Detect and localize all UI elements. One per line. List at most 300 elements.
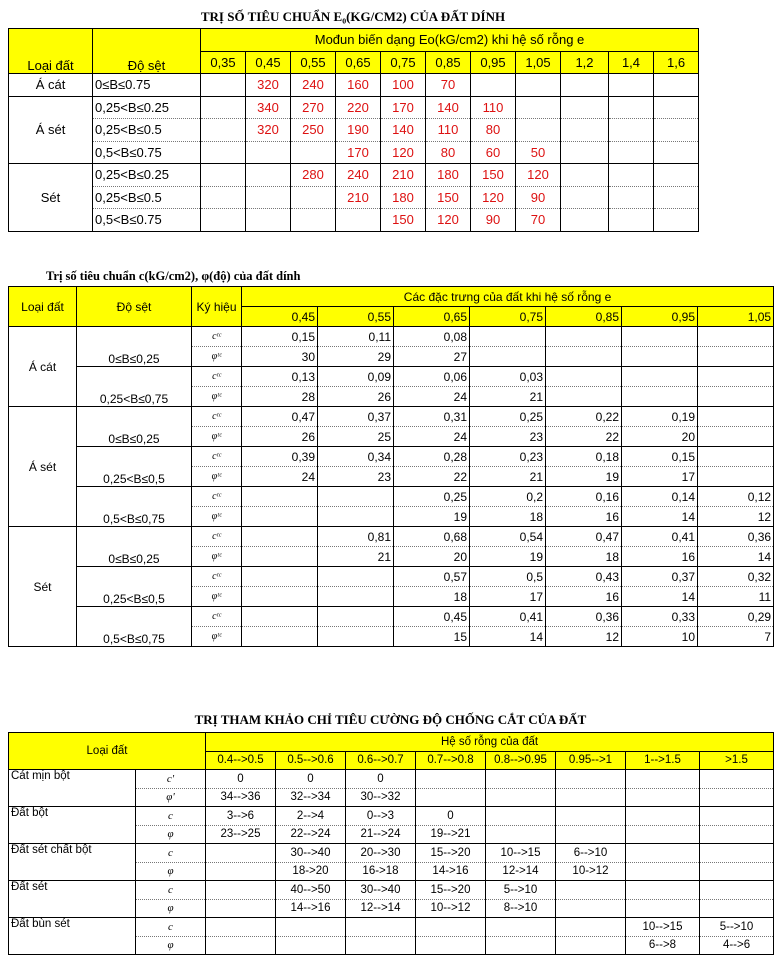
modulus-value — [609, 96, 654, 119]
consistency-range: 0,5<B≤0.75 — [93, 141, 201, 164]
cohesion-value: 0,47 — [546, 527, 622, 547]
consistency-range: 0,5<B≤0.75 — [93, 209, 201, 232]
friction-angle-value — [698, 347, 774, 367]
friction-angle-value: 12 — [546, 627, 622, 647]
friction-angle-symbol: φᵗᶜ — [192, 627, 242, 647]
friction-angle-value: 22 — [394, 467, 470, 487]
table3 — [8, 732, 774, 955]
strength-value — [206, 862, 276, 881]
friction-angle-value: 7 — [698, 627, 774, 647]
strength-value — [556, 899, 626, 918]
table-row — [9, 164, 699, 187]
friction-angle-value: 21 — [318, 547, 394, 567]
modulus-value — [246, 164, 291, 187]
cohesion-value — [698, 447, 774, 467]
cohesion-symbol: cᵗᶜ — [192, 527, 242, 547]
friction-angle-value: 19 — [546, 467, 622, 487]
friction-angle-value: 28 — [242, 387, 318, 407]
modulus-value — [246, 141, 291, 164]
strength-value — [556, 770, 626, 789]
consistency-range: 0,5<B≤0,75 — [77, 607, 192, 647]
cohesion-value — [698, 407, 774, 427]
friction-angle-value: 19 — [470, 547, 546, 567]
cohesion-value: 0,81 — [318, 527, 394, 547]
table-row — [9, 327, 774, 347]
modulus-value — [609, 74, 654, 97]
modulus-value: 220 — [336, 96, 381, 119]
strength-value — [346, 918, 416, 937]
modulus-value: 320 — [246, 74, 291, 97]
strength-value: 23-->25 — [206, 825, 276, 844]
friction-angle-value — [318, 627, 394, 647]
table1-block — [8, 6, 698, 232]
cohesion-value: 0,32 — [698, 567, 774, 587]
modulus-value: 80 — [471, 119, 516, 142]
friction-angle-value — [242, 627, 318, 647]
cohesion-symbol: cᵗᶜ — [192, 607, 242, 627]
friction-angle-value: 18 — [394, 587, 470, 607]
modulus-value — [201, 164, 246, 187]
cohesion-value: 0,15 — [242, 327, 318, 347]
strength-value: 12->14 — [486, 862, 556, 881]
strength-value — [416, 918, 486, 937]
col-loai-dat-header: Loại đất — [9, 287, 77, 327]
friction-angle-value — [546, 347, 622, 367]
strength-value: 10-->15 — [486, 844, 556, 863]
soil-type-label: Sét — [9, 527, 77, 647]
consistency-range: 0≤B≤0,25 — [77, 327, 192, 367]
soil-type-label: Đất bột — [9, 807, 136, 844]
modulus-value: 150 — [381, 209, 426, 232]
strength-value — [700, 881, 774, 900]
e-value-header: 1,2 — [561, 51, 609, 74]
consistency-range: 0,25<B≤0,75 — [77, 367, 192, 407]
modulus-value — [516, 96, 561, 119]
strength-value: 18->20 — [276, 862, 346, 881]
modulus-value: 280 — [291, 164, 336, 187]
modulus-value: 120 — [516, 164, 561, 187]
strength-value: 4-->6 — [700, 936, 774, 955]
friction-angle-value — [318, 507, 394, 527]
cohesion-value — [242, 567, 318, 587]
table-row — [9, 807, 774, 826]
cohesion-value: 0,36 — [698, 527, 774, 547]
strength-value: 0 — [206, 770, 276, 789]
void-ratio-range-header: 1-->1.5 — [626, 751, 700, 770]
consistency-range: 0,25<B≤0,5 — [77, 567, 192, 607]
friction-angle-value: 14 — [622, 587, 698, 607]
modulus-value — [471, 74, 516, 97]
table2 — [8, 286, 774, 647]
strength-symbol: φ — [136, 825, 206, 844]
strength-value — [700, 862, 774, 881]
cohesion-value: 0,15 — [622, 447, 698, 467]
friction-angle-value: 23 — [470, 427, 546, 447]
modulus-value — [654, 186, 699, 209]
modulus-value: 70 — [516, 209, 561, 232]
strength-value — [700, 788, 774, 807]
table3-title: TRỊ THAM KHẢO CHỈ TIÊU CƯỜNG ĐỘ CHỐNG CẮT CỦA ĐẤT — [194, 712, 587, 727]
cohesion-value: 0,33 — [622, 607, 698, 627]
table3-block — [8, 708, 773, 955]
strength-value: 0 — [346, 770, 416, 789]
strength-value: 34-->36 — [206, 788, 276, 807]
cohesion-value — [242, 527, 318, 547]
cohesion-symbol: cᵗᶜ — [192, 407, 242, 427]
e-value-header: 0,85 — [546, 307, 622, 327]
modulus-value — [654, 74, 699, 97]
cohesion-symbol: cᵗᶜ — [192, 447, 242, 467]
modulus-value: 60 — [471, 141, 516, 164]
table1 — [8, 28, 699, 232]
table-row — [9, 407, 774, 427]
strength-value — [556, 807, 626, 826]
modulus-value — [336, 209, 381, 232]
friction-angle-value — [242, 587, 318, 607]
col-ky-hieu-header: Ký hiệu — [192, 287, 242, 327]
strength-value: 10-->12 — [416, 899, 486, 918]
modulus-value — [654, 96, 699, 119]
strength-value — [556, 825, 626, 844]
cohesion-value — [546, 327, 622, 347]
friction-angle-value: 14 — [622, 507, 698, 527]
modulus-value — [654, 209, 699, 232]
friction-angle-value: 20 — [394, 547, 470, 567]
cohesion-value: 0,31 — [394, 407, 470, 427]
strength-value: 2-->4 — [276, 807, 346, 826]
table3-header-row — [9, 733, 774, 752]
e-value-header: 0,75 — [470, 307, 546, 327]
soil-type-label: Á cát — [9, 74, 93, 97]
strength-value: 30-->32 — [346, 788, 416, 807]
strength-value — [486, 788, 556, 807]
friction-angle-value: 14 — [698, 547, 774, 567]
cohesion-value — [470, 327, 546, 347]
friction-angle-value: 24 — [394, 427, 470, 447]
strength-symbol: c' — [136, 770, 206, 789]
friction-angle-value: 20 — [622, 427, 698, 447]
strength-value: 6-->10 — [556, 844, 626, 863]
strength-value — [700, 899, 774, 918]
cohesion-value: 0,23 — [470, 447, 546, 467]
strength-value: 0 — [276, 770, 346, 789]
cohesion-value: 0,68 — [394, 527, 470, 547]
soil-type-label: Cát mịn bột — [9, 770, 136, 807]
strength-value: 15-->20 — [416, 881, 486, 900]
cohesion-value: 0,06 — [394, 367, 470, 387]
cohesion-value — [698, 327, 774, 347]
modulus-value — [609, 209, 654, 232]
cohesion-value: 0,2 — [470, 487, 546, 507]
modulus-value: 190 — [336, 119, 381, 142]
modulus-value — [561, 164, 609, 187]
strength-value: 30-->40 — [346, 881, 416, 900]
strength-value — [556, 918, 626, 937]
consistency-range: 0,25<B≤0.25 — [93, 96, 201, 119]
void-ratio-range-header: 0.4-->0.5 — [206, 751, 276, 770]
void-ratio-range-header: >1.5 — [700, 751, 774, 770]
table1-title: TRỊ SỐ TIÊU CHUẨN E₀(KG/CM2) CỦA ĐẤT DÍNH — [200, 9, 506, 24]
strength-value — [206, 918, 276, 937]
cohesion-value: 0,12 — [698, 487, 774, 507]
modulus-value: 340 — [246, 96, 291, 119]
modulus-value: 140 — [381, 119, 426, 142]
strength-value — [626, 862, 700, 881]
modulus-value: 80 — [426, 141, 471, 164]
cohesion-value: 0,09 — [318, 367, 394, 387]
soil-type-label: Á sét — [9, 407, 77, 527]
void-ratio-range-header: 0.5-->0.6 — [276, 751, 346, 770]
table2-title: Trị số tiêu chuẩn c(kG/cm2), φ(độ) của đất dính — [46, 269, 301, 283]
modulus-value — [291, 209, 336, 232]
e-value-header: 0,65 — [336, 51, 381, 74]
modulus-value: 240 — [336, 164, 381, 187]
modulus-value: 100 — [381, 74, 426, 97]
friction-angle-value: 16 — [622, 547, 698, 567]
col-do-set-header: Độ sệt — [93, 29, 201, 74]
strength-value: 14->16 — [416, 862, 486, 881]
friction-angle-value — [622, 387, 698, 407]
strength-value — [416, 936, 486, 955]
friction-angle-value: 26 — [242, 427, 318, 447]
friction-angle-value: 16 — [546, 587, 622, 607]
e-value-header: 0,55 — [318, 307, 394, 327]
modulus-value: 250 — [291, 119, 336, 142]
table-row — [9, 119, 699, 142]
modulus-value: 70 — [426, 74, 471, 97]
strength-value — [700, 807, 774, 826]
friction-angle-value: 30 — [242, 347, 318, 367]
friction-angle-symbol: φᵗᶜ — [192, 427, 242, 447]
void-ratio-range-header: 0.8-->0.95 — [486, 751, 556, 770]
cohesion-value: 0,25 — [470, 407, 546, 427]
e-value-header: 0,45 — [246, 51, 291, 74]
strength-value: 32-->34 — [276, 788, 346, 807]
void-ratio-group-header: Hệ số rỗng của đất — [206, 733, 774, 752]
cohesion-value: 0,39 — [242, 447, 318, 467]
friction-angle-symbol: φᵗᶜ — [192, 507, 242, 527]
cohesion-value: 0,22 — [546, 407, 622, 427]
e-value-header: 1,4 — [609, 51, 654, 74]
e-value-header: 0,95 — [622, 307, 698, 327]
cohesion-value: 0,37 — [622, 567, 698, 587]
modulus-value — [201, 74, 246, 97]
cohesion-symbol: cᵗᶜ — [192, 487, 242, 507]
friction-angle-value — [470, 347, 546, 367]
modulus-value — [291, 186, 336, 209]
strength-value — [276, 918, 346, 937]
modulus-value: 160 — [336, 74, 381, 97]
modulus-value: 170 — [336, 141, 381, 164]
strength-value: 0 — [416, 807, 486, 826]
friction-angle-value: 24 — [394, 387, 470, 407]
strength-value: 16->18 — [346, 862, 416, 881]
cohesion-value — [318, 607, 394, 627]
strength-value — [700, 770, 774, 789]
modulus-value — [201, 96, 246, 119]
soil-type-label: Đất sét — [9, 881, 136, 918]
cohesion-value: 0,28 — [394, 447, 470, 467]
modulus-value — [609, 164, 654, 187]
strength-value — [206, 899, 276, 918]
strength-symbol: c — [136, 918, 206, 937]
cohesion-value: 0,37 — [318, 407, 394, 427]
friction-angle-symbol: φᵗᶜ — [192, 347, 242, 367]
cohesion-symbol: cᵗᶜ — [192, 567, 242, 587]
modulus-value: 110 — [426, 119, 471, 142]
strength-value — [626, 807, 700, 826]
friction-angle-value — [698, 427, 774, 447]
friction-angle-symbol: φᵗᶜ — [192, 587, 242, 607]
strength-value — [276, 936, 346, 955]
table-row — [9, 96, 699, 119]
e-value-header: 0,85 — [426, 51, 471, 74]
strength-value — [486, 825, 556, 844]
modulus-value — [654, 164, 699, 187]
cohesion-value — [622, 367, 698, 387]
cohesion-symbol: cᵗᶜ — [192, 327, 242, 347]
friction-angle-value: 10 — [622, 627, 698, 647]
table-row — [9, 881, 774, 900]
cohesion-value — [242, 607, 318, 627]
table-row — [9, 567, 774, 587]
strength-value — [486, 918, 556, 937]
friction-angle-value — [622, 347, 698, 367]
characteristics-group-header: Các đặc trưng của đất khi hệ số rỗng e — [242, 287, 774, 307]
friction-angle-value: 16 — [546, 507, 622, 527]
soil-type-label: Đất bùn sét — [9, 918, 136, 955]
modulus-value — [561, 209, 609, 232]
strength-value: 12-->14 — [346, 899, 416, 918]
friction-angle-value: 19 — [394, 507, 470, 527]
modulus-value: 90 — [516, 186, 561, 209]
e-value-header: 0,65 — [394, 307, 470, 327]
e-value-header: 0,45 — [242, 307, 318, 327]
consistency-range: 0≤B≤0,25 — [77, 407, 192, 447]
modulus-value — [246, 209, 291, 232]
cohesion-value: 0,25 — [394, 487, 470, 507]
modulus-value — [516, 119, 561, 142]
e-value-header: 1,6 — [654, 51, 699, 74]
cohesion-value: 0,19 — [622, 407, 698, 427]
cohesion-value — [698, 367, 774, 387]
friction-angle-symbol: φᵗᶜ — [192, 547, 242, 567]
friction-angle-symbol: φᵗᶜ — [192, 387, 242, 407]
soil-type-label: Á sét — [9, 96, 93, 164]
modulus-value — [201, 186, 246, 209]
cohesion-value — [622, 327, 698, 347]
modulus-value: 140 — [426, 96, 471, 119]
modulus-value — [561, 186, 609, 209]
table-row — [9, 447, 774, 467]
strength-value: 8-->10 — [486, 899, 556, 918]
strength-symbol: φ — [136, 899, 206, 918]
cohesion-value: 0,08 — [394, 327, 470, 347]
friction-angle-value — [546, 387, 622, 407]
cohesion-value: 0,54 — [470, 527, 546, 547]
strength-value — [416, 770, 486, 789]
modulus-value — [561, 141, 609, 164]
strength-value — [556, 936, 626, 955]
soil-type-label: Á cát — [9, 327, 77, 407]
strength-value — [626, 770, 700, 789]
consistency-range: 0,25<B≤0.25 — [93, 164, 201, 187]
cohesion-value: 0,14 — [622, 487, 698, 507]
strength-value: 3-->6 — [206, 807, 276, 826]
strength-value — [486, 807, 556, 826]
modulus-value: 90 — [471, 209, 516, 232]
consistency-range: 0≤B≤0.75 — [93, 74, 201, 97]
cohesion-value: 0,41 — [470, 607, 546, 627]
cohesion-value: 0,41 — [622, 527, 698, 547]
strength-value — [206, 881, 276, 900]
strength-value — [416, 788, 486, 807]
modulus-value — [654, 141, 699, 164]
consistency-range: 0,25<B≤0,5 — [77, 447, 192, 487]
cohesion-symbol: cᵗᶜ — [192, 367, 242, 387]
friction-angle-value — [698, 467, 774, 487]
strength-symbol: c — [136, 844, 206, 863]
table-row — [9, 607, 774, 627]
strength-value: 6-->8 — [626, 936, 700, 955]
strength-value: 20-->30 — [346, 844, 416, 863]
modulus-value: 180 — [381, 186, 426, 209]
e-value-header: 0,55 — [291, 51, 336, 74]
modulus-value — [609, 119, 654, 142]
strength-value: 19-->21 — [416, 825, 486, 844]
modulus-value: 320 — [246, 119, 291, 142]
strength-value — [626, 899, 700, 918]
consistency-range: 0,25<B≤0.5 — [93, 186, 201, 209]
modulus-value: 120 — [426, 209, 471, 232]
void-ratio-range-header: 0.6-->0.7 — [346, 751, 416, 770]
strength-symbol: φ' — [136, 788, 206, 807]
cohesion-value: 0,5 — [470, 567, 546, 587]
modulus-value — [561, 74, 609, 97]
strength-symbol: c — [136, 807, 206, 826]
cohesion-value — [318, 487, 394, 507]
strength-value: 5-->10 — [700, 918, 774, 937]
col-do-set-header: Độ sệt — [77, 287, 192, 327]
strength-value — [700, 844, 774, 863]
strength-value: 21-->24 — [346, 825, 416, 844]
modulus-value: 240 — [291, 74, 336, 97]
strength-value — [556, 881, 626, 900]
modulus-value — [201, 119, 246, 142]
table2-header-row — [9, 287, 774, 307]
table-row — [9, 918, 774, 937]
friction-angle-value: 22 — [546, 427, 622, 447]
soil-type-label: Sét — [9, 164, 93, 232]
strength-value — [346, 936, 416, 955]
friction-angle-value: 27 — [394, 347, 470, 367]
e-value-header: 1,05 — [516, 51, 561, 74]
void-ratio-range-header: 0.95-->1 — [556, 751, 626, 770]
modulus-value: 120 — [471, 186, 516, 209]
friction-angle-value: 26 — [318, 387, 394, 407]
friction-angle-value: 23 — [318, 467, 394, 487]
cohesion-value — [242, 487, 318, 507]
consistency-range: 0,5<B≤0,75 — [77, 487, 192, 527]
table-row — [9, 209, 699, 232]
cohesion-value: 0,18 — [546, 447, 622, 467]
strength-value — [556, 788, 626, 807]
cohesion-value — [546, 367, 622, 387]
strength-value — [626, 788, 700, 807]
cohesion-value — [318, 567, 394, 587]
e-value-header: 0,75 — [381, 51, 426, 74]
table-row — [9, 527, 774, 547]
